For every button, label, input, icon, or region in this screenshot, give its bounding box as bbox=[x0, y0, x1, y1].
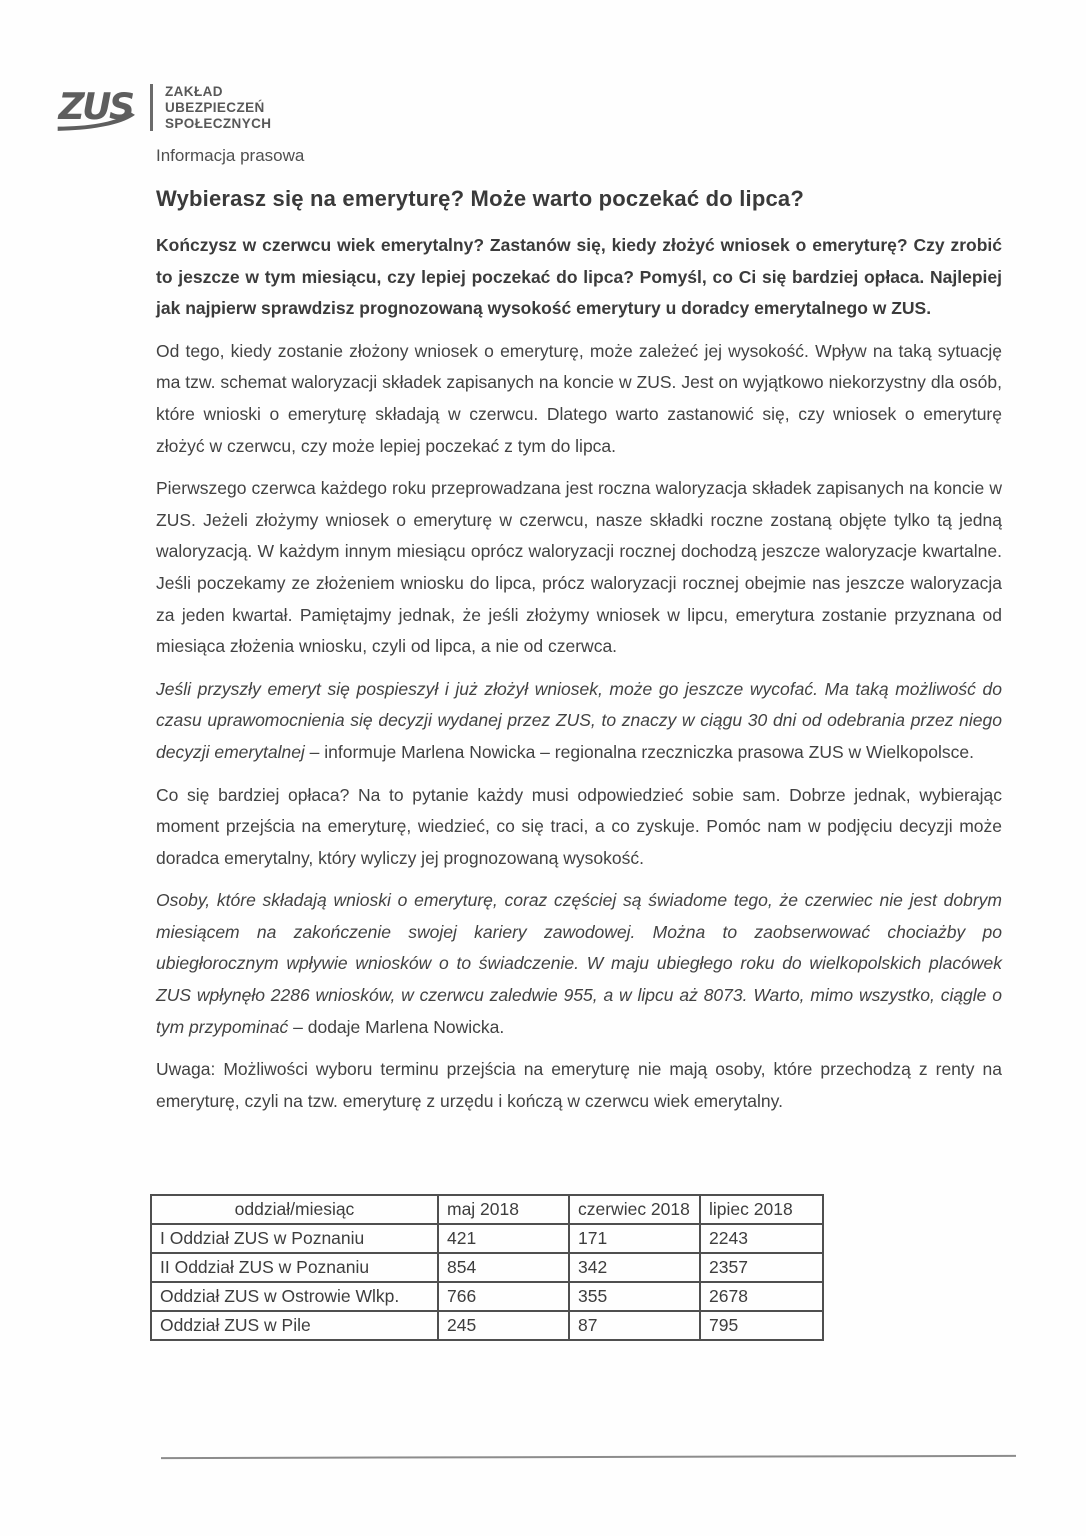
quote-attribution: – informuje Marlena Nowicka – regionalna rzeczniczka prasowa ZUS w Wielkopolsce. bbox=[304, 741, 974, 762]
table-row bbox=[151, 1253, 823, 1282]
table-cell: I Oddział ZUS w Poznaniu bbox=[151, 1224, 438, 1253]
paragraph-co-sie-oplaca: Co się bardziej opłaca? Na to pytanie każdy musi odpowiedzieć sobie sam. Dobrze jednak, wybierając moment przejścia na emeryturę, wiedzieć, co się traci, a co zyskuje. Pomóc nam w podjęciu decyzji może doradca emerytalny, który wyliczy jej prognozowaną wysokość. bbox=[156, 784, 1002, 868]
table-cell: 171 bbox=[569, 1224, 700, 1253]
table-cell: Oddział ZUS w Ostrowie Wlkp. bbox=[151, 1282, 438, 1311]
table-row bbox=[151, 1224, 823, 1253]
table-row bbox=[151, 1282, 823, 1311]
org-name-line: SPOŁECZNYCH bbox=[165, 116, 272, 131]
article-body bbox=[156, 230, 1002, 1128]
quote-text: Jeśli przyszły emeryt się pospieszył i już złożył wniosek, może go jeszcze wycofać. Ma taką możliwość do czasu uprawomocnienia się decyzji wydanej przez ZUS, to znaczy w ciągu 30 dni od odebrania przez niego decyzji emerytalnej bbox=[156, 678, 1002, 762]
table-cell: 342 bbox=[569, 1253, 700, 1282]
org-name-line: ZAKŁAD bbox=[165, 84, 223, 99]
paragraph-waloryzacja-wplyw: Od tego, kiedy zostanie złożony wniosek o emeryturę, może zależeć jej wysokość. Wpływ na taką sytuację ma tzw. schemat waloryzacji składek zapisanych na koncie w ZUS. Jest on wyjątkowo niekorzystny dla osób, które wnioski o emeryturę składają w czerwcu. Dlatego warto zastanowić się, czy wniosek o emeryturę złożyć w czerwcu, czy może lepiej poczekać z tym do lipca. bbox=[156, 340, 1002, 456]
quote-paragraph-statystyki bbox=[156, 885, 1002, 1043]
note-paragraph: Uwaga: Możliwości wyboru terminu przejścia na emeryturę nie mają osoby, które przechodzą z renty na emeryturę, czyli na tzw. emeryturę z urzędu i kończą w czerwcu wiek emerytalny. bbox=[156, 1059, 1002, 1111]
org-name bbox=[165, 83, 271, 132]
press-kicker: Informacja prasowa bbox=[156, 146, 305, 165]
table-cell: 2678 bbox=[700, 1282, 823, 1311]
quote-text: Osoby, które składają wnioski o emeryturę, coraz częściej są świadome tego, że czerwiec nie jest dobrym miesiącem na zakończenie swojej kariery zawodowej. Można to zaobserwować chociażby po ubiegłorocznym wpływie wniosków o to świadczenie. W maju ubiegłego roku do wielkopolskich placówek ZUS wpłynęło 2286 wniosków, w czerwcu zaledwie 955, a w lipcu aż 8073. Warto, mimo wszystko, ciągle o tym przypominać bbox=[156, 890, 1002, 1037]
article-title: Wybierasz się na emeryturę? Może warto poczekać do lipca? bbox=[156, 186, 804, 211]
table-cell: 245 bbox=[438, 1311, 569, 1340]
table-cell: 854 bbox=[438, 1253, 569, 1282]
table-cell: 421 bbox=[438, 1224, 569, 1253]
table-cell: 355 bbox=[569, 1282, 700, 1311]
table-cell: 795 bbox=[700, 1311, 823, 1340]
table-cell: 766 bbox=[438, 1282, 569, 1311]
table-cell: Oddział ZUS w Pile bbox=[151, 1311, 438, 1340]
quote-attribution: – dodaje Marlena Nowicka. bbox=[288, 1016, 505, 1037]
org-name-line: UBEZPIECZEŃ bbox=[165, 100, 265, 115]
table-cell: II Oddział ZUS w Poznaniu bbox=[151, 1253, 438, 1282]
table-header-row bbox=[151, 1195, 823, 1224]
table-header-cell: czerwiec 2018 bbox=[569, 1195, 700, 1224]
quote-paragraph-wycofanie bbox=[156, 674, 1002, 769]
table-header-cell: maj 2018 bbox=[438, 1195, 569, 1224]
table-header-cell: lipiec 2018 bbox=[700, 1195, 823, 1224]
table-row bbox=[151, 1311, 823, 1340]
paragraph-waloryzacja-roczna: Pierwszego czerwca każdego roku przeprowadzana jest roczna waloryzacja składek zapisanych na koncie w ZUS. Jeżeli złożymy wniosek o emeryturę w czerwcu, nasze składki roczne zostaną objęte tylko tą jedną waloryzacją. W każdym innym miesiącu oprócz waloryzacji rocznej dochodzą jeszcze waloryzacje kwartalne. Jeśli poczekamy ze złożeniem wniosku do lipca, prócz waloryzacji rocznej obejmie nas jeszcze waloryzacja za jeden kwartał. Pamiętajmy jednak, że jeśli złożymy wniosek w lipcu, emerytura zostanie przyznana od miesiąca złożenia wniosku, czyli od lipca, a nie od czerwca. bbox=[156, 478, 1002, 657]
table-cell: 2243 bbox=[700, 1224, 823, 1253]
table-cell: 87 bbox=[569, 1311, 700, 1340]
lead-paragraph: Kończysz w czerwcu wiek emerytalny? Zastanów się, kiedy złożyć wniosek o emeryturę? Czy zrobić to jeszcze w tym miesiącu, czy lepiej poczekać do lipca? Pomyśl, co Ci się bardziej opłaca. Najlepiej jak najpierw sprawdzisz prognozowaną wysokość emerytury u doradcy emerytalnego w ZUS. bbox=[156, 235, 1002, 319]
footer-rule bbox=[161, 1455, 1016, 1459]
zus-logo-block bbox=[56, 83, 271, 135]
svg-text:ZUS: ZUS bbox=[58, 85, 133, 129]
stats-table bbox=[150, 1194, 824, 1341]
table-cell: 2357 bbox=[700, 1253, 823, 1282]
zus-logo-icon bbox=[56, 83, 140, 135]
logo-divider bbox=[150, 84, 153, 131]
table-header-cell: oddział/miesiąc bbox=[151, 1195, 438, 1224]
